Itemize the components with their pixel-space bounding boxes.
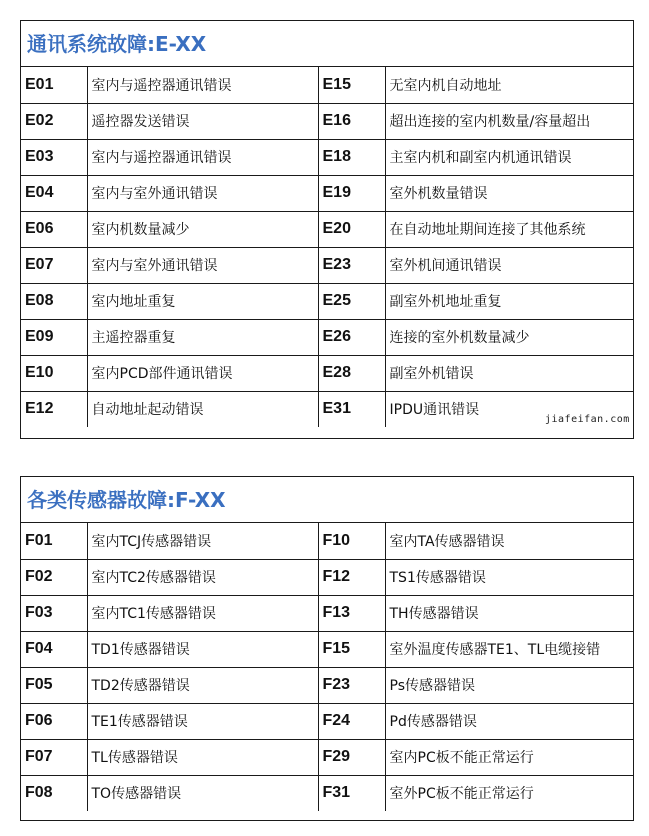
error-code: E26 [318, 319, 385, 355]
code-table-f [21, 523, 633, 811]
error-description: TD1传感器错误 [87, 631, 318, 667]
error-description: Pd传感器错误 [385, 703, 633, 739]
error-code: F23 [318, 667, 385, 703]
error-description: 室内与室外通讯错误 [87, 247, 318, 283]
error-description: 室内地址重复 [87, 283, 318, 319]
error-code: F31 [318, 775, 385, 811]
section-title-f: 各类传感器故障:F-XX [21, 477, 633, 523]
error-description: 主室内机和副室内机通讯错误 [385, 139, 633, 175]
error-code: E23 [318, 247, 385, 283]
error-description: TO传感器错误 [87, 775, 318, 811]
error-description: TD2传感器错误 [87, 667, 318, 703]
table-row [21, 319, 633, 355]
table-row [21, 391, 633, 427]
table-row [21, 559, 633, 595]
section-title-e: 通讯系统故障:E-XX [21, 21, 633, 67]
error-description: 副室外机地址重复 [385, 283, 633, 319]
error-description: 室内PCD部件通讯错误 [87, 355, 318, 391]
error-code: F13 [318, 595, 385, 631]
error-table-f [20, 476, 634, 821]
error-description: 室内TC2传感器错误 [87, 559, 318, 595]
table-row [21, 175, 633, 211]
table-row [21, 283, 633, 319]
error-description: 室内与室外通讯错误 [87, 175, 318, 211]
error-code: E28 [318, 355, 385, 391]
error-description: 室内TCJ传感器错误 [87, 523, 318, 559]
error-code: F05 [21, 667, 87, 703]
table-row [21, 631, 633, 667]
error-description: 室外机间通讯错误 [385, 247, 633, 283]
error-code: E10 [21, 355, 87, 391]
error-code: E25 [318, 283, 385, 319]
error-description: 室内TA传感器错误 [385, 523, 633, 559]
error-code: E02 [21, 103, 87, 139]
error-code: F29 [318, 739, 385, 775]
table-row [21, 355, 633, 391]
error-description: 室内机数量减少 [87, 211, 318, 247]
error-code: F10 [318, 523, 385, 559]
error-description: IPDU通讯错误 [385, 391, 633, 427]
error-code: F12 [318, 559, 385, 595]
error-description: 在自动地址期间连接了其他系统 [385, 211, 633, 247]
error-description: 副室外机错误 [385, 355, 633, 391]
table-row [21, 667, 633, 703]
error-description: 无室内机自动地址 [385, 67, 633, 103]
table-row [21, 739, 633, 775]
error-code: E03 [21, 139, 87, 175]
error-code: E04 [21, 175, 87, 211]
error-description: TH传感器错误 [385, 595, 633, 631]
error-code: E07 [21, 247, 87, 283]
error-code: F07 [21, 739, 87, 775]
table-row [21, 775, 633, 811]
error-code: F15 [318, 631, 385, 667]
table-row [21, 139, 633, 175]
error-code: F02 [21, 559, 87, 595]
error-description: 室外机数量错误 [385, 175, 633, 211]
table-row [21, 595, 633, 631]
table-row [21, 247, 633, 283]
error-description: 室内与遥控器通讯错误 [87, 67, 318, 103]
error-code: F03 [21, 595, 87, 631]
error-code: F06 [21, 703, 87, 739]
table-row [21, 67, 633, 103]
error-code: E18 [318, 139, 385, 175]
error-code: E09 [21, 319, 87, 355]
error-code: E12 [21, 391, 87, 427]
error-code: E19 [318, 175, 385, 211]
table-row [21, 211, 633, 247]
error-code: F01 [21, 523, 87, 559]
error-code: F04 [21, 631, 87, 667]
error-description: 自动地址起动错误 [87, 391, 318, 427]
table-row [21, 523, 633, 559]
error-code: F24 [318, 703, 385, 739]
error-description: TE1传感器错误 [87, 703, 318, 739]
error-description: 超出连接的室内机数量/容量超出 [385, 103, 633, 139]
error-table-e [20, 20, 634, 439]
table-row [21, 703, 633, 739]
error-code: E20 [318, 211, 385, 247]
table-row [21, 103, 633, 139]
error-description: 室内TC1传感器错误 [87, 595, 318, 631]
watermark-text: jiafeifan.com [545, 414, 630, 425]
error-code: E06 [21, 211, 87, 247]
error-code: E08 [21, 283, 87, 319]
error-code: E16 [318, 103, 385, 139]
error-code: E15 [318, 67, 385, 103]
error-code: E01 [21, 67, 87, 103]
error-code: E31 [318, 391, 385, 427]
error-description: 室内与遥控器通讯错误 [87, 139, 318, 175]
error-description: 遥控器发送错误 [87, 103, 318, 139]
error-code: F08 [21, 775, 87, 811]
error-description: 室外温度传感器TE1、TL电缆接错 [385, 631, 633, 667]
error-description: 室内PC板不能正常运行 [385, 739, 633, 775]
error-description: TL传感器错误 [87, 739, 318, 775]
code-table-e [21, 67, 633, 427]
error-description: Ps传感器错误 [385, 667, 633, 703]
error-description: 室外PC板不能正常运行 [385, 775, 633, 811]
error-description: 主遥控器重复 [87, 319, 318, 355]
error-description: TS1传感器错误 [385, 559, 633, 595]
error-description: 连接的室外机数量减少 [385, 319, 633, 355]
